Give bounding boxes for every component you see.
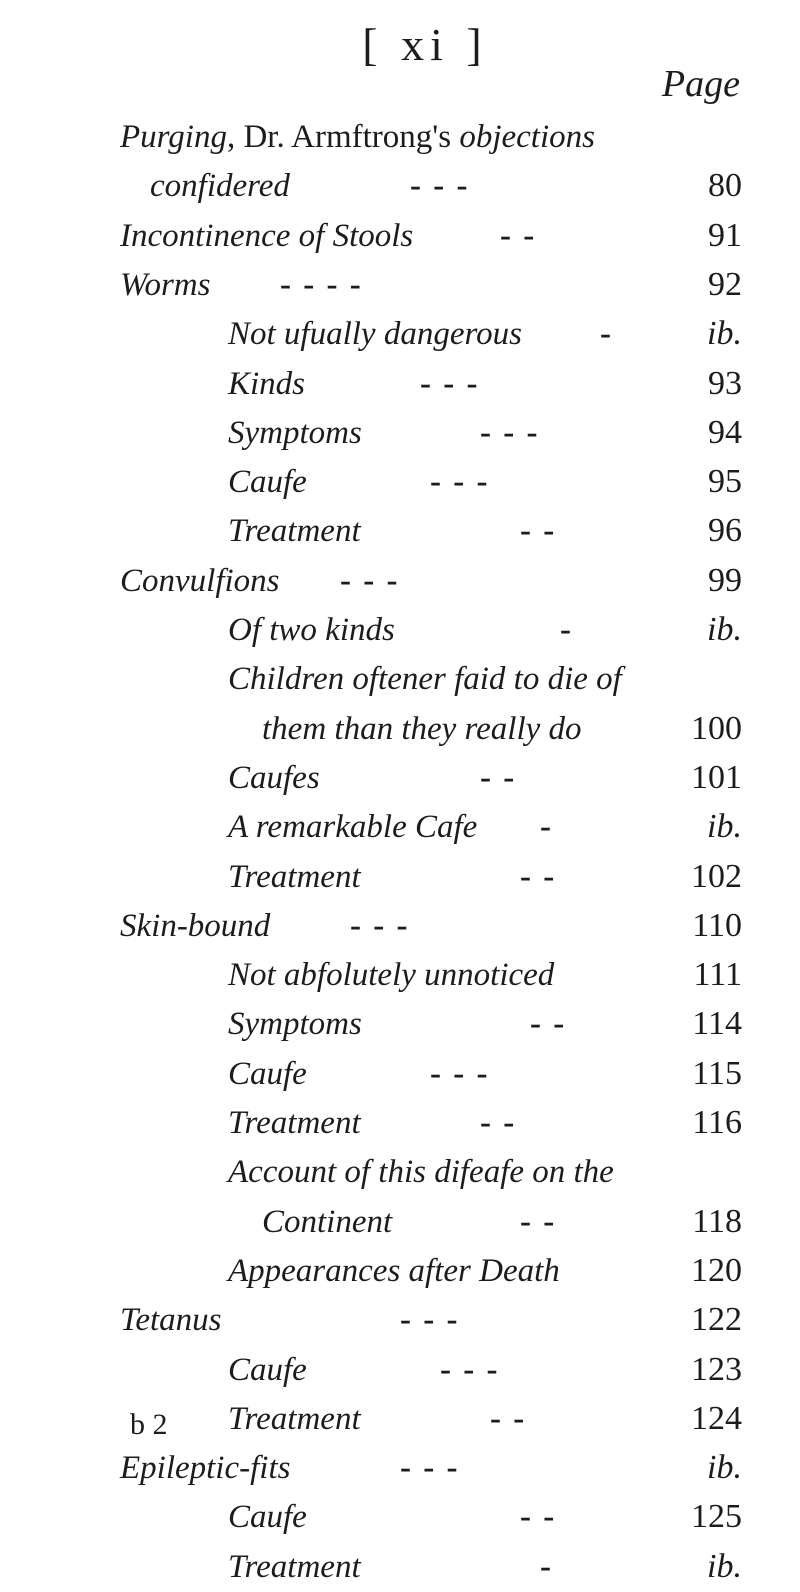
entry-title — [120, 1443, 290, 1493]
index-entry — [0, 161, 800, 211]
index-entry — [0, 1295, 800, 1345]
page-number: 123 — [691, 1350, 742, 1388]
page-number: ib. — [707, 808, 742, 846]
leader-dashes: - - - — [440, 1351, 500, 1388]
entry-title — [228, 753, 320, 803]
entry-title-part: Symptoms — [228, 414, 362, 451]
page-number: 110 — [692, 906, 742, 944]
entry-title-part: Appearances after Death — [228, 1252, 560, 1289]
entry-title-part: Treatment — [228, 858, 361, 895]
page-number: ib. — [707, 1449, 742, 1487]
entry-title-part: Kinds — [228, 365, 306, 402]
leader-dashes: - - - — [400, 1450, 460, 1487]
entry-title-part: Treatment — [228, 1400, 361, 1437]
leader-dashes: - - — [520, 513, 557, 550]
leader-dashes: - - - — [410, 168, 470, 205]
index-entry — [0, 1394, 800, 1444]
index-entry — [0, 1345, 800, 1395]
entry-title — [228, 654, 622, 704]
entry-title — [120, 112, 595, 162]
entry-title-part: Caufe — [228, 1499, 307, 1536]
leader-dashes: - - — [490, 1400, 527, 1437]
page-number: 80 — [708, 167, 742, 205]
entry-title — [228, 1147, 614, 1197]
index-entry — [0, 260, 800, 310]
signature-mark: b 2 — [130, 1408, 168, 1441]
index-entry — [0, 506, 800, 556]
entry-title — [228, 457, 307, 507]
page-number: 95 — [708, 463, 742, 501]
entry-title-part: Caufes — [228, 759, 320, 796]
page-number: 120 — [691, 1251, 742, 1289]
index-entry — [0, 112, 800, 162]
index-entry — [0, 605, 800, 655]
page-number: 94 — [708, 413, 742, 451]
index-entry — [0, 802, 800, 852]
index-entry — [0, 1147, 800, 1197]
entry-title — [120, 1295, 221, 1345]
index-entry — [0, 704, 800, 754]
entry-title — [228, 802, 477, 852]
index-entry — [0, 1098, 800, 1148]
index-entry — [0, 556, 800, 606]
index-entry — [0, 1197, 800, 1247]
page-number: 122 — [691, 1301, 742, 1339]
entry-title — [228, 1049, 307, 1099]
page-number: 124 — [691, 1399, 742, 1437]
page-number: 118 — [692, 1202, 742, 1240]
index-entry — [0, 950, 800, 1000]
entry-title — [120, 556, 280, 606]
entry-title — [228, 1542, 361, 1592]
page-number: ib. — [707, 315, 742, 353]
entry-title-part: Caufe — [228, 1055, 307, 1092]
page-number: 102 — [691, 857, 742, 895]
leader-dashes: - — [540, 809, 553, 846]
entry-title — [228, 309, 522, 359]
index-entry — [0, 1492, 800, 1542]
leader-dashes: - — [600, 316, 613, 353]
entry-title-part: Account of this difeafe on the — [228, 1154, 614, 1191]
leader-dashes: - - — [480, 759, 517, 796]
entry-title — [228, 1098, 361, 1148]
entry-title — [228, 1246, 560, 1296]
leader-dashes: - — [540, 1548, 553, 1585]
leader-dashes: - - — [530, 1006, 567, 1043]
index-entry — [0, 999, 800, 1049]
index-entry — [0, 1246, 800, 1296]
entry-title-part: Symptoms — [228, 1006, 362, 1043]
entry-title — [228, 852, 361, 902]
page-number: 99 — [708, 561, 742, 599]
page-number: 96 — [708, 512, 742, 550]
index-entry — [0, 654, 800, 704]
entry-title — [228, 1345, 307, 1395]
entry-title-part: Caufe — [228, 464, 307, 501]
leader-dashes: - - - — [430, 1055, 490, 1092]
page-number: 93 — [708, 364, 742, 402]
entry-title-part: Worms — [120, 266, 211, 303]
entry-title-part: Not ufually dangerous — [228, 316, 522, 353]
entry-title-part: Continent — [262, 1203, 393, 1240]
leader-dashes: - - — [520, 1203, 557, 1240]
entry-title-part: Treatment — [228, 513, 361, 550]
page-number: 125 — [691, 1498, 742, 1536]
page-number: ib. — [707, 611, 742, 648]
index-entry — [0, 359, 800, 409]
entry-title — [262, 704, 582, 754]
leader-dashes: - - - — [350, 907, 410, 944]
entry-title — [228, 359, 305, 409]
index-entry — [0, 457, 800, 507]
leader-dashes: - - — [500, 217, 537, 254]
entry-title-part: them than they really do — [262, 710, 582, 747]
entry-title — [228, 1394, 361, 1444]
leader-dashes: - - - — [340, 562, 400, 599]
entry-title-part: Caufe — [228, 1351, 307, 1388]
leader-dashes: - - — [520, 858, 557, 895]
index-entry — [0, 901, 800, 951]
leader-dashes: - - - — [430, 464, 490, 501]
leader-dashes: - - - — [480, 414, 540, 451]
index-entry — [0, 1049, 800, 1099]
page-column-heading: Page — [661, 63, 740, 105]
leader-dashes: - — [560, 612, 573, 648]
page-number: ib. — [707, 1547, 742, 1585]
entry-title-part: objections — [459, 119, 595, 155]
index-entry — [0, 1542, 800, 1592]
index-entry — [0, 309, 800, 359]
entry-title — [120, 211, 413, 261]
index-entry — [0, 1443, 800, 1493]
entry-title-part: Skin-bound — [120, 907, 271, 944]
page-number: 101 — [691, 758, 742, 796]
page-number: 92 — [708, 265, 742, 303]
entry-title — [228, 605, 395, 655]
page-number: 116 — [692, 1104, 742, 1141]
entry-title — [228, 1492, 307, 1542]
leader-dashes: - - - — [400, 1302, 460, 1339]
index-entry — [0, 408, 800, 458]
entry-title — [120, 260, 210, 310]
entry-title — [150, 161, 290, 211]
entry-title-part: , Dr. Armftrong's — [226, 119, 460, 155]
entry-title-part: Not abfolutely unnoticed — [228, 957, 555, 994]
entry-title — [228, 950, 554, 1000]
entry-title-part: A remarkable Cafe — [228, 809, 478, 846]
page-number: 91 — [708, 216, 742, 254]
entry-title-part: Convulfions — [120, 562, 280, 599]
page-number: 100 — [691, 709, 742, 747]
entry-title-part: Treatment — [228, 1548, 361, 1585]
leader-dashes: - - - — [420, 365, 480, 402]
entry-title-part: Treatment — [228, 1105, 361, 1141]
entry-title — [228, 506, 361, 556]
leader-dashes: - - - - — [280, 266, 363, 303]
entry-title — [120, 901, 270, 951]
entry-title-part: Incontinence of Stools — [120, 217, 414, 254]
index-entry — [0, 211, 800, 261]
index-entry — [0, 852, 800, 902]
entry-title-part: Of two kinds — [228, 612, 395, 648]
entry-title-part: Tetanus — [120, 1302, 222, 1339]
entry-title — [228, 999, 362, 1049]
leader-dashes: - - — [520, 1499, 557, 1536]
entry-title — [262, 1197, 392, 1247]
index-entry — [0, 753, 800, 803]
page-number: 115 — [692, 1054, 742, 1092]
entry-title-part: Children oftener faid to die of — [228, 661, 622, 698]
folio: [ xi ] — [362, 19, 488, 70]
entry-title-part: Purging — [120, 119, 227, 155]
leader-dashes: - - — [480, 1105, 517, 1141]
page-number: 114 — [692, 1005, 742, 1043]
entry-title — [228, 408, 362, 458]
entry-title-part: Epileptic-fits — [120, 1450, 291, 1487]
page-number: 111 — [693, 956, 742, 994]
entry-title-part: confidered — [150, 168, 290, 205]
